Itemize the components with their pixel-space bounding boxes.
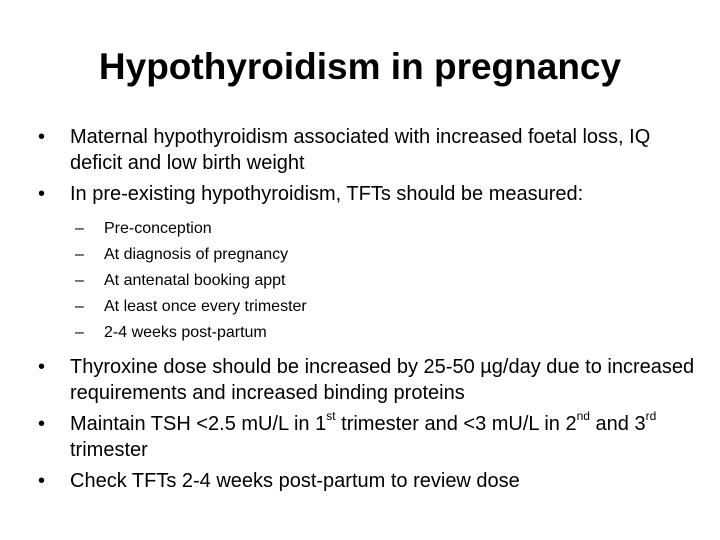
- bullet-dot: •: [38, 470, 46, 492]
- bullet-text-part: and 3: [589, 413, 646, 435]
- sub-bullet-list: [38, 216, 698, 346]
- dash-marker: –: [75, 298, 84, 315]
- bullet-dot: •: [38, 356, 46, 378]
- sub-bullet-item: [38, 242, 698, 268]
- sub-bullet-text: Pre-conception: [104, 220, 212, 237]
- dash-marker: –: [75, 324, 84, 341]
- dash-marker: –: [75, 272, 84, 289]
- bullet-item: [38, 354, 698, 406]
- sub-bullet-item: [38, 268, 698, 294]
- ordinal-suffix: rd: [645, 409, 657, 424]
- bullet-item: [38, 468, 698, 494]
- ordinal-suffix: st: [326, 409, 336, 424]
- bullet-text-part: trimester and <3 mU/L in 2: [335, 413, 577, 435]
- dash-marker: –: [75, 220, 84, 237]
- bullet-text-part: trimester: [70, 439, 148, 461]
- bullet-text: Check TFTs 2-4 weeks post-partum to review dose: [70, 470, 520, 492]
- ordinal-suffix: nd: [576, 409, 590, 424]
- sub-bullet-text: At antenatal booking appt: [104, 272, 286, 289]
- sub-bullet-text: At least once every trimester: [104, 298, 307, 315]
- bullet-text: Thyroxine dose should be increased by 25-50 µg/day due to increased requirements and increased binding proteins: [70, 356, 695, 404]
- bullet-dot: •: [38, 183, 46, 205]
- sub-bullet-item: [38, 294, 698, 320]
- sub-bullet-text: 2-4 weeks post-partum: [104, 324, 267, 341]
- bullet-text-part: Maintain TSH <2.5 mU/L in 1: [70, 413, 327, 435]
- sub-bullet-text: At diagnosis of pregnancy: [104, 246, 289, 263]
- bullet-dot: •: [38, 413, 46, 435]
- sub-bullet-item: [38, 216, 698, 242]
- bullet-item: [38, 411, 698, 463]
- bullet-text: Maternal hypothyroidism associated with increased foetal loss, IQ deficit and low birth weight: [70, 126, 651, 174]
- sub-bullet-item: [38, 320, 698, 346]
- bullet-item: [38, 181, 698, 207]
- bullet-text: In pre-existing hypothyroidism, TFTs should be measured:: [70, 183, 584, 205]
- bullet-dot: •: [38, 126, 46, 148]
- bullet-item: [38, 124, 698, 176]
- bullet-text: [70, 409, 657, 461]
- slide-title: Hypothyroidism in pregnancy: [98, 46, 622, 87]
- dash-marker: –: [75, 246, 84, 263]
- slide-body: [38, 124, 698, 494]
